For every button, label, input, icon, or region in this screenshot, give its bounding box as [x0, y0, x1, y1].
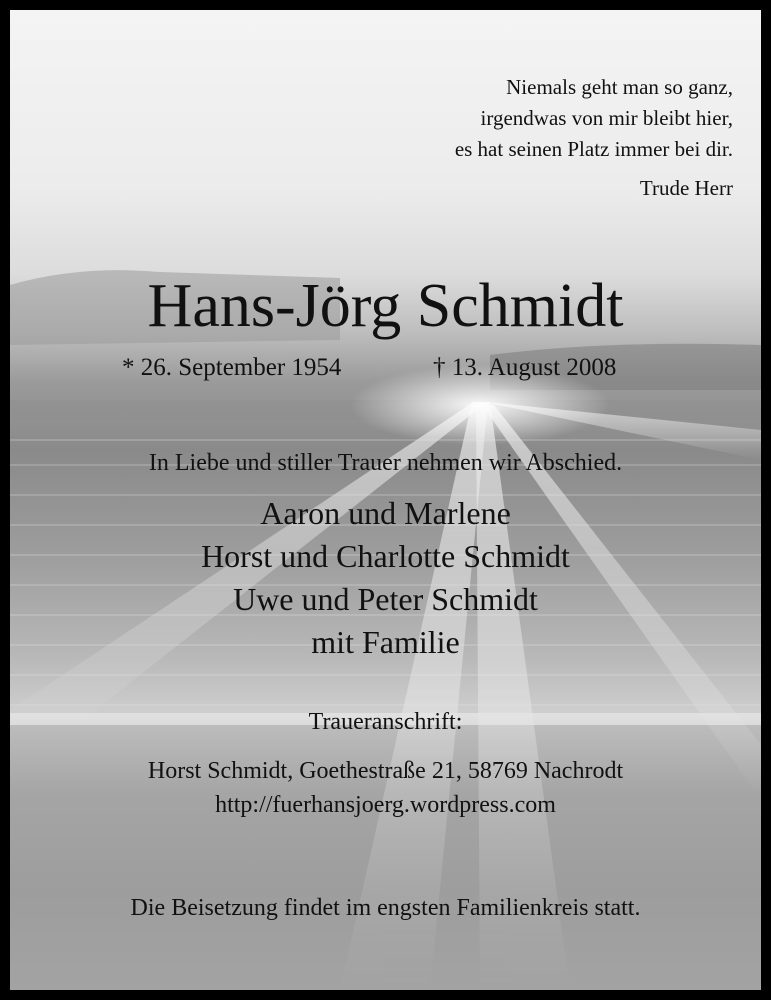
- mourner-line: Uwe und Peter Schmidt: [233, 581, 538, 617]
- address-heading: Traueranschrift:: [308, 709, 463, 735]
- mourner-line: mit Familie: [311, 624, 460, 660]
- obituary-notice: [10, 10, 761, 990]
- burial-note: Die Beisetzung findet im engsten Familienkreis statt.: [130, 895, 641, 921]
- birth-date: * 26. September 1954: [122, 354, 342, 381]
- quote-line-2: irgendwas von mir bleibt hier,: [480, 106, 733, 130]
- address-line: Horst Schmidt, Goethestraße 21, 58769 Nachrodt: [147, 758, 624, 784]
- quote-author: Trude Herr: [639, 176, 733, 200]
- farewell-text: In Liebe und stiller Trauer nehmen wir Abschied.: [148, 450, 623, 476]
- mourner-line: Horst und Charlotte Schmidt: [201, 538, 570, 574]
- website-url: http://fuerhansjoerg.wordpress.com: [215, 792, 556, 818]
- quote-line-1: Niemals geht man so ganz,: [506, 75, 733, 99]
- quote-line-3: es hat seinen Platz immer bei dir.: [454, 137, 733, 161]
- mourner-line: Aaron und Marlene: [260, 495, 511, 531]
- death-date: † 13. August 2008: [433, 354, 617, 381]
- deceased-name: Hans-Jörg Schmidt: [147, 272, 624, 340]
